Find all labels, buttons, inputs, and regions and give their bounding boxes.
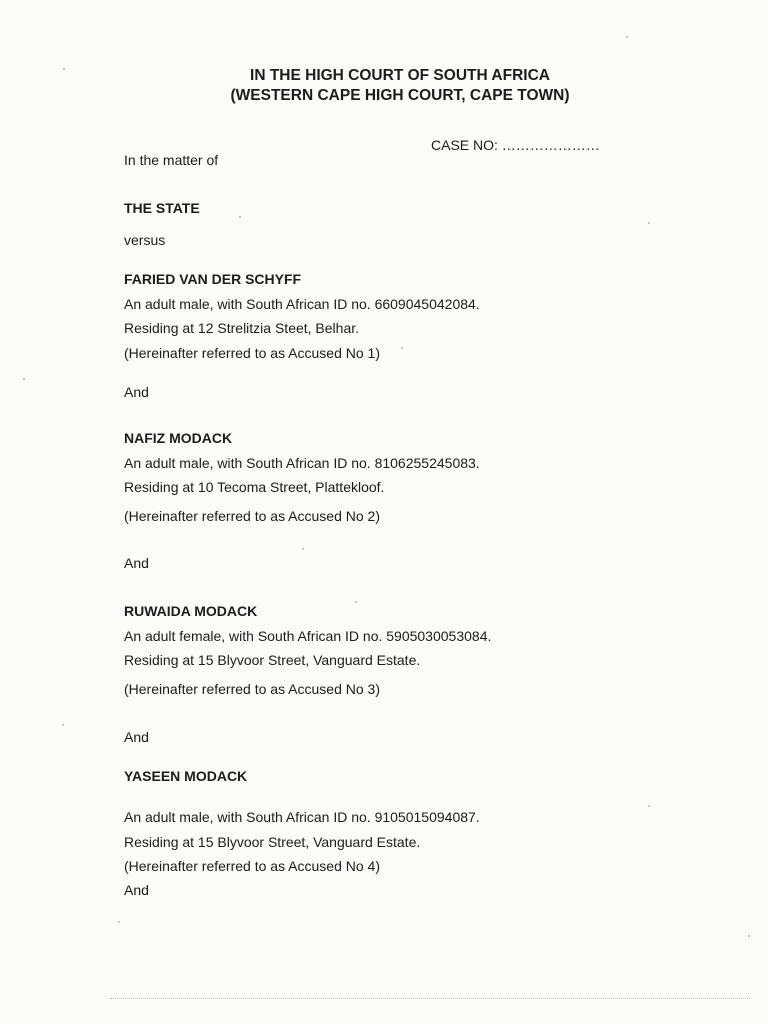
scan-speck — [118, 921, 120, 923]
accused-1-residence: Residing at 12 Strelitzia Steet, Belhar. — [124, 320, 360, 336]
accused-1-description: An adult male, with South African ID no. 6609045042084. — [124, 296, 480, 312]
accused-4-name: YASEEN MODACK — [124, 768, 248, 784]
accused-3-referred: (Hereinafter referred to as Accused No 3) — [124, 681, 381, 697]
scan-speck — [748, 935, 750, 937]
accused-2-residence: Residing at 10 Tecoma Street, Plattekloof. — [124, 479, 385, 495]
accused-2-description: An adult male, with South African ID no. 8106255245083. — [124, 455, 480, 471]
scan-edge-artifact — [110, 998, 750, 1001]
versus-label: versus — [124, 232, 166, 248]
scan-speck — [63, 68, 65, 70]
scan-speck — [302, 548, 304, 550]
and-label-1: And — [124, 384, 149, 400]
accused-4-referred: (Hereinafter referred to as Accused No 4) — [124, 858, 381, 874]
scan-speck — [239, 216, 241, 218]
accused-2-referred: (Hereinafter referred to as Accused No 2) — [124, 508, 381, 524]
and-label-4: And — [124, 882, 149, 898]
and-label-3: And — [124, 729, 149, 745]
case-number: CASE NO: ………………… — [431, 137, 600, 153]
scan-speck — [355, 601, 357, 603]
accused-3-description: An adult female, with South African ID no. 5905030053084. — [124, 628, 492, 644]
scan-speck — [648, 805, 650, 807]
accused-4-residence: Residing at 15 Blyvoor Street, Vanguard Estate. — [124, 834, 421, 850]
scan-speck — [401, 347, 403, 349]
scan-speck — [23, 378, 25, 380]
accused-3-name: RUWAIDA MODACK — [124, 603, 258, 619]
and-label-2: And — [124, 555, 149, 571]
scan-speck — [626, 36, 628, 38]
scan-speck — [62, 724, 64, 726]
court-title-line1: IN THE HIGH COURT OF SOUTH AFRICA — [250, 67, 550, 84]
in-the-matter-of: In the matter of — [124, 152, 219, 168]
accused-1-name: FARIED VAN DER SCHYFF — [124, 271, 302, 287]
accused-2-name: NAFIZ MODACK — [124, 430, 233, 446]
accused-4-description: An adult male, with South African ID no. 9105015094087. — [124, 809, 480, 825]
accused-3-residence: Residing at 15 Blyvoor Street, Vanguard Estate. — [124, 652, 421, 668]
scan-speck — [648, 222, 650, 224]
court-title-line2: (WESTERN CAPE HIGH COURT, CAPE TOWN) — [230, 87, 570, 104]
party-state: THE STATE — [124, 200, 200, 216]
accused-1-referred: (Hereinafter referred to as Accused No 1) — [124, 345, 381, 361]
